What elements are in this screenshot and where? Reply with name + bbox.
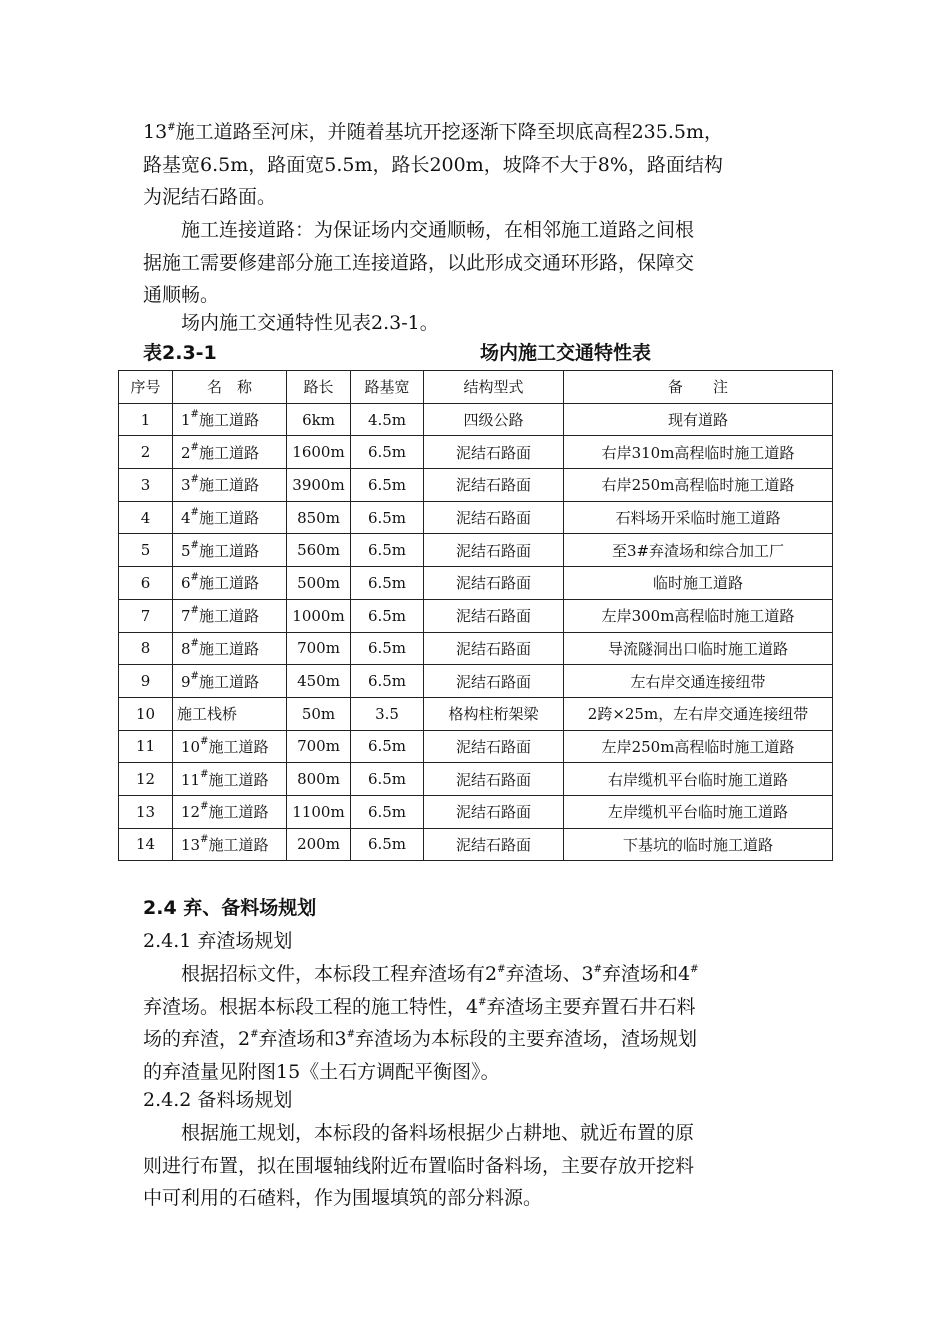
cell-width: 6.5m	[351, 632, 424, 665]
cell-width: 6.5m	[351, 469, 424, 502]
cell-width: 6.5m	[351, 599, 424, 632]
superscript-mark: #	[190, 474, 199, 486]
cell-note: 右岸缆机平台临时施工道路	[564, 763, 833, 796]
spoil-line-4	[143, 1056, 808, 1089]
superscript-mark: #	[190, 409, 199, 421]
stockpile-paragraph	[143, 1117, 808, 1215]
road-name: 施工道路	[208, 770, 269, 789]
cell-note: 导流隧洞出口临时施工道路	[564, 632, 833, 665]
cell-length: 6km	[287, 403, 351, 436]
cell-name	[173, 632, 287, 665]
spoil-line-2	[143, 991, 808, 1024]
cell-name	[173, 403, 287, 436]
road-number: 10	[181, 737, 201, 756]
cell-name	[173, 599, 287, 632]
cell-structure: 泥结石路面	[424, 795, 564, 828]
header-name: 名 称	[173, 371, 287, 404]
connection-line-1: 施工连接道路：为保证场内交通顺畅，在相邻施工道路之间根	[181, 219, 695, 241]
road-name: 施工道路	[198, 541, 259, 560]
cell-length: 1000m	[287, 599, 351, 632]
road-name: 施工道路	[198, 574, 259, 593]
connection-line-3: 通顺畅。	[143, 284, 220, 306]
intro-line-3: 为泥结石路面。	[143, 186, 277, 208]
superscript-mark: #	[190, 572, 199, 584]
cell-note: 右岸310m高程临时施工道路	[564, 436, 833, 469]
table-row	[119, 697, 833, 730]
spoil-paragraph	[143, 958, 808, 1088]
cell-width: 6.5m	[351, 763, 424, 796]
road-number: 6	[181, 574, 191, 593]
cell-width: 3.5	[351, 697, 424, 730]
cell-name	[173, 795, 287, 828]
table-header-row	[119, 371, 833, 404]
cell-no: 10	[119, 697, 173, 730]
superscript-mark: #	[167, 122, 176, 133]
stockpile-line-1: 根据施工规划，本标段的备料场根据少占耕地、就近布置的原	[181, 1122, 695, 1144]
spoil-text: 弃渣场主要弃置石井石料	[486, 995, 696, 1018]
superscript-mark: #	[190, 539, 199, 551]
section-heading: 2.4 弃、备料场规划	[143, 897, 317, 919]
superscript-mark: #	[200, 735, 209, 747]
superscript-mark: #	[190, 637, 199, 649]
cell-length: 1600m	[287, 436, 351, 469]
road-name: 施工道路	[208, 803, 269, 822]
road-name: 施工道路	[198, 607, 259, 626]
cell-no: 13	[119, 795, 173, 828]
cell-note: 左右岸交通连接纽带	[564, 665, 833, 698]
cell-name	[173, 665, 287, 698]
cell-name	[173, 469, 287, 502]
cell-no: 1	[119, 403, 173, 436]
subsection-heading-spoil: 2.4.1 弃渣场规划	[143, 930, 293, 952]
cell-no: 12	[119, 763, 173, 796]
cell-length: 450m	[287, 665, 351, 698]
road-name: 施工栈桥	[177, 705, 238, 724]
road-number: 9	[181, 672, 191, 691]
table-row	[119, 730, 833, 763]
cell-name	[173, 697, 287, 730]
spoil-text: 弃渣场。根据本标段工程的施工特性，4	[143, 995, 479, 1018]
table-reference: 场内施工交通特性见表2.3-1。	[181, 312, 439, 334]
header-structure: 结构型式	[424, 371, 564, 404]
superscript-mark: #	[200, 768, 209, 780]
cell-note: 左岸300m高程临时施工道路	[564, 599, 833, 632]
road-name: 施工道路	[198, 509, 259, 528]
cell-structure: 泥结石路面	[424, 665, 564, 698]
cell-width: 6.5m	[351, 730, 424, 763]
cell-note: 2跨×25m，左右岸交通连接纽带	[564, 697, 833, 730]
road-number: 3	[181, 476, 191, 495]
cell-no: 9	[119, 665, 173, 698]
table-row	[119, 632, 833, 665]
road-number: 5	[181, 541, 191, 560]
table-number: 表2.3-1	[143, 342, 217, 364]
road-number: 11	[181, 770, 201, 789]
header-length: 路长	[287, 371, 351, 404]
cell-length: 50m	[287, 697, 351, 730]
superscript-mark: #	[190, 507, 199, 519]
road-number: 4	[181, 509, 191, 528]
road-name: 施工道路	[198, 443, 259, 462]
cell-name	[173, 730, 287, 763]
cell-width: 6.5m	[351, 795, 424, 828]
road-name: 施工道路	[198, 672, 259, 691]
superscript-mark: #	[250, 1029, 259, 1040]
table-row	[119, 436, 833, 469]
cell-structure: 泥结石路面	[424, 632, 564, 665]
table-title: 场内施工交通特性表	[480, 342, 652, 364]
cell-no: 6	[119, 567, 173, 600]
cell-length: 700m	[287, 730, 351, 763]
cell-name	[173, 534, 287, 567]
cell-note: 左岸250m高程临时施工道路	[564, 730, 833, 763]
cell-name	[173, 567, 287, 600]
table-row	[119, 763, 833, 796]
superscript-mark: #	[497, 964, 506, 975]
cell-structure: 泥结石路面	[424, 599, 564, 632]
cell-structure: 四级公路	[424, 403, 564, 436]
cell-length: 800m	[287, 763, 351, 796]
cell-no: 7	[119, 599, 173, 632]
cell-length: 850m	[287, 501, 351, 534]
spoil-text: 弃渣场和3	[258, 1028, 347, 1050]
road-number: 12	[181, 803, 201, 822]
table-row	[119, 828, 833, 861]
superscript-mark: #	[346, 1029, 355, 1040]
traffic-characteristics-table	[118, 370, 833, 861]
connection-paragraph	[143, 214, 808, 312]
cell-no: 5	[119, 534, 173, 567]
superscript-mark: #	[190, 670, 199, 682]
header-width: 路基宽	[351, 371, 424, 404]
cell-note: 石料场开采临时施工道路	[564, 501, 833, 534]
subsection-heading-stockpile: 2.4.2 备料场规划	[143, 1089, 293, 1111]
cell-note: 临时施工道路	[564, 567, 833, 600]
cell-length: 500m	[287, 567, 351, 600]
cell-no: 3	[119, 469, 173, 502]
road-name: 施工道路	[198, 476, 259, 495]
table-row	[119, 403, 833, 436]
cell-length: 200m	[287, 828, 351, 861]
spoil-text: 根据招标文件，本标段工程弃渣场有2	[181, 963, 498, 985]
cell-structure: 泥结石路面	[424, 567, 564, 600]
cell-no: 14	[119, 828, 173, 861]
superscript-mark: #	[690, 964, 699, 975]
cell-width: 6.5m	[351, 665, 424, 698]
spoil-line-1	[143, 958, 808, 991]
cell-note: 现有道路	[564, 403, 833, 436]
table-row	[119, 599, 833, 632]
cell-name	[173, 828, 287, 861]
cell-note: 左岸缆机平台临时施工道路	[564, 795, 833, 828]
superscript-mark: #	[190, 605, 199, 617]
cell-structure: 格构柱桁架梁	[424, 697, 564, 730]
intro-line-1-text: 施工道路至河床，并随着基坑开挖逐渐下降至坝底高程235.5m，	[175, 121, 723, 143]
cell-no: 4	[119, 501, 173, 534]
cell-note: 至3#弃渣场和综合加工厂	[564, 534, 833, 567]
road-name: 施工道路	[208, 737, 269, 756]
cell-length: 3900m	[287, 469, 351, 502]
superscript-mark: #	[200, 833, 209, 845]
table-row	[119, 469, 833, 502]
cell-name	[173, 763, 287, 796]
cell-no: 11	[119, 730, 173, 763]
cell-width: 4.5m	[351, 403, 424, 436]
stockpile-line-3: 中可利用的石碴料，作为围堰填筑的部分料源。	[143, 1187, 543, 1209]
cell-name	[173, 501, 287, 534]
table-row	[119, 501, 833, 534]
spoil-text: 弃渣场和4	[601, 963, 691, 985]
stockpile-line-2: 则进行布置，拟在围堰轴线附近布置临时备料场，主要存放开挖料	[143, 1154, 695, 1177]
intro-paragraph	[143, 116, 808, 214]
road-number: 2	[181, 443, 191, 462]
road-number: 1	[181, 411, 191, 430]
spoil-text: 弃渣场、3	[505, 963, 594, 985]
cell-structure: 泥结石路面	[424, 534, 564, 567]
superscript-mark: #	[593, 964, 602, 975]
road-number: 7	[181, 607, 191, 626]
cell-width: 6.5m	[351, 501, 424, 534]
cell-no: 2	[119, 436, 173, 469]
intro-line-1: 13#施工道路至河床，并随着基坑开挖逐渐下降至坝底高程235.5m，	[143, 121, 723, 143]
cell-length: 560m	[287, 534, 351, 567]
cell-note: 右岸250m高程临时施工道路	[564, 469, 833, 502]
table-caption	[143, 339, 833, 367]
table-row	[119, 567, 833, 600]
cell-width: 6.5m	[351, 534, 424, 567]
cell-length: 1100m	[287, 795, 351, 828]
cell-structure: 泥结石路面	[424, 730, 564, 763]
cell-structure: 泥结石路面	[424, 501, 564, 534]
cell-width: 6.5m	[351, 567, 424, 600]
cell-width: 6.5m	[351, 436, 424, 469]
road-number: 13	[181, 835, 201, 854]
cell-structure: 泥结石路面	[424, 763, 564, 796]
road-name: 施工道路	[198, 411, 259, 430]
spoil-text: 场的弃渣，2	[143, 1028, 251, 1050]
header-no: 序号	[119, 371, 173, 404]
superscript-mark: #	[200, 801, 209, 813]
cell-length: 700m	[287, 632, 351, 665]
table-row	[119, 665, 833, 698]
road-name: 施工道路	[208, 835, 269, 854]
spoil-text: 的弃渣量见附图15《土石方调配平衡图》。	[143, 1060, 500, 1083]
table-row	[119, 534, 833, 567]
header-note: 备 注	[564, 371, 833, 404]
cell-structure: 泥结石路面	[424, 436, 564, 469]
cell-note: 下基坑的临时施工道路	[564, 828, 833, 861]
spoil-text: 弃渣场为本标段的主要弃渣场，渣场规划	[354, 1028, 697, 1050]
superscript-mark: #	[478, 996, 487, 1008]
cell-width: 6.5m	[351, 828, 424, 861]
road-number: 8	[181, 639, 191, 658]
cell-structure: 泥结石路面	[424, 469, 564, 502]
spoil-line-3	[143, 1023, 808, 1056]
cell-structure: 泥结石路面	[424, 828, 564, 861]
road-name: 施工道路	[198, 639, 259, 658]
table-body	[119, 403, 833, 861]
cell-no: 8	[119, 632, 173, 665]
superscript-mark: #	[190, 441, 199, 453]
cell-name	[173, 436, 287, 469]
table-row	[119, 795, 833, 828]
intro-line-2: 路基宽6.5m，路面宽5.5m，路长200m，坡降不大于8%，路面结构	[143, 153, 723, 176]
connection-line-2: 据施工需要修建部分施工连接道路，以此形成交通环形路，保障交	[143, 251, 695, 274]
